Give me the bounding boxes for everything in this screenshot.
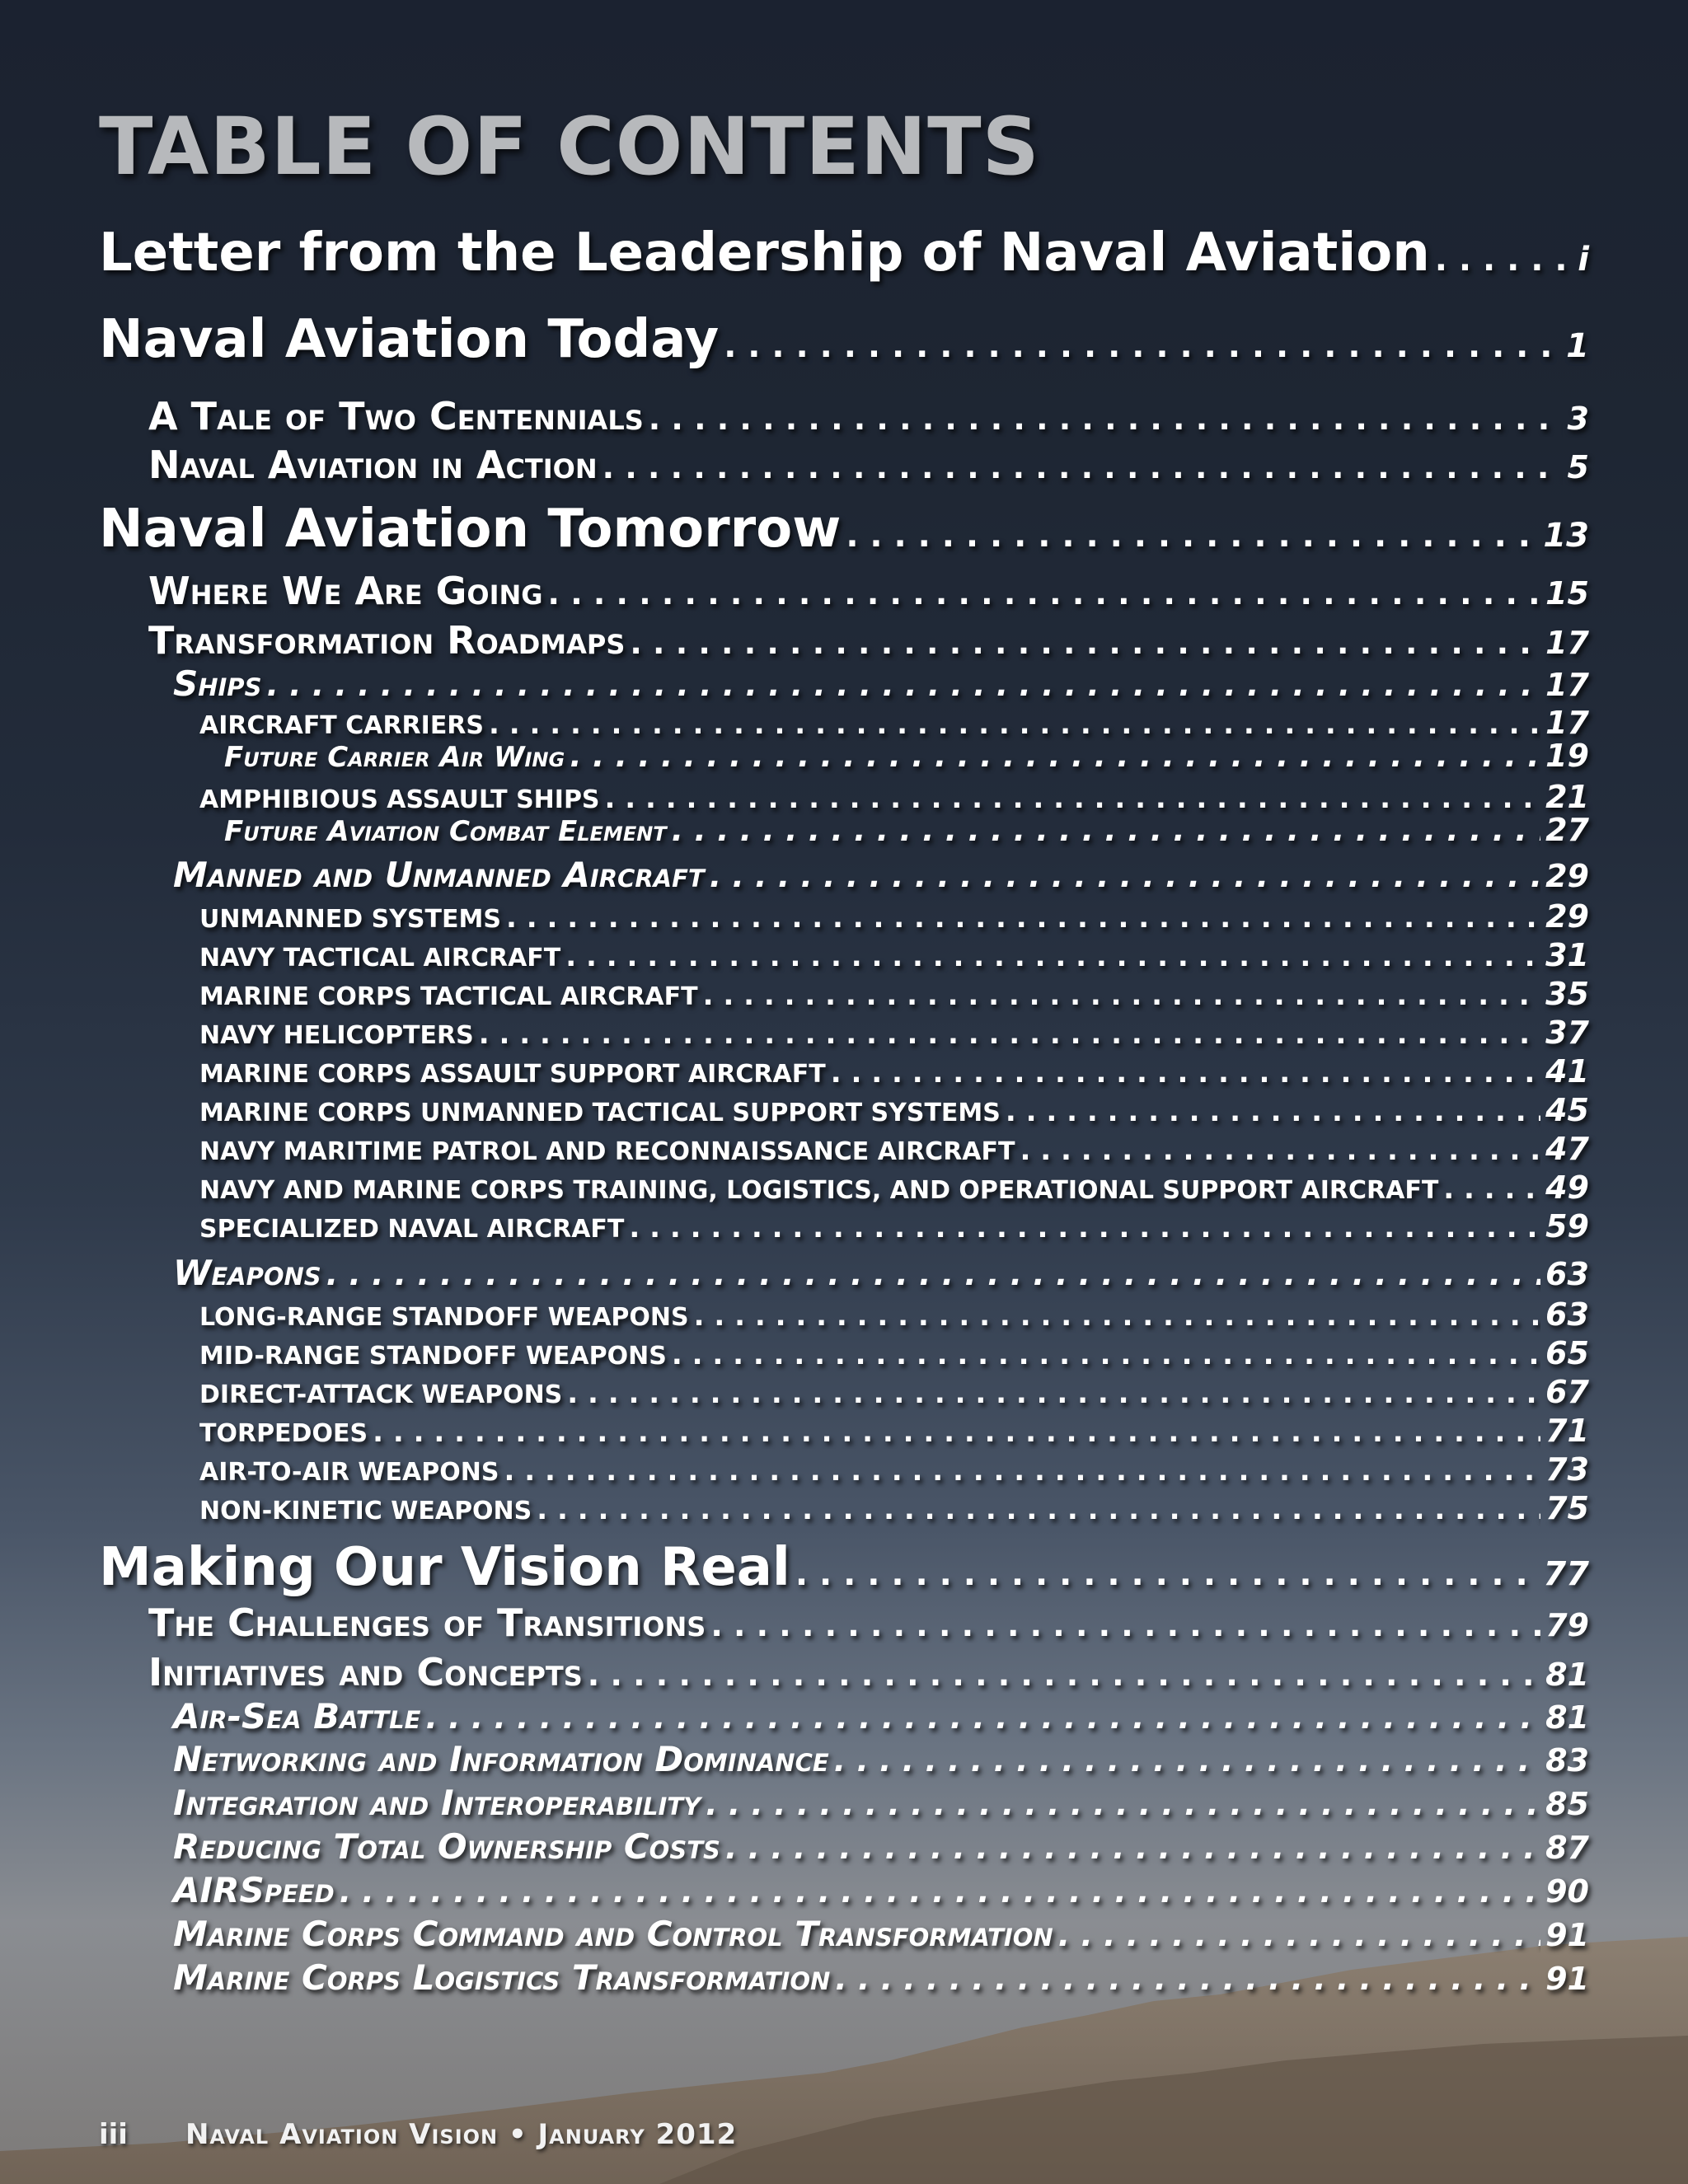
toc-entry[interactable] bbox=[148, 394, 1589, 438]
toc-leader-dots bbox=[1443, 1173, 1540, 1206]
toc-entry[interactable] bbox=[199, 1015, 1589, 1051]
toc-entry-title: NAVY AND MARINE CORPS TRAINING, LOGISTICS, AND OPERATIONAL SUPPORT AIRCRAFT bbox=[199, 1176, 1439, 1205]
toc-leader-dots bbox=[630, 625, 1540, 661]
toc-leader-dots bbox=[649, 401, 1563, 437]
toc-leader-dots bbox=[537, 1493, 1540, 1526]
toc-entry-title: NAVY TACTICAL AIRCRAFT bbox=[199, 944, 561, 972]
toc-entry[interactable] bbox=[199, 937, 1589, 973]
toc-entry-page: 83 bbox=[1545, 1742, 1589, 1779]
toc-entry[interactable] bbox=[199, 1335, 1589, 1371]
page-title: TABLE OF CONTENTS bbox=[99, 101, 1040, 193]
toc-entry-title: Marine Corps Command and Control Transformation bbox=[173, 1914, 1053, 1954]
toc-entry-title: TORPEDOES bbox=[199, 1419, 368, 1448]
toc-entry[interactable] bbox=[173, 1253, 1589, 1293]
toc-entry-title: MARINE CORPS TACTICAL AIRCRAFT bbox=[199, 982, 698, 1011]
toc-entry-page: 17 bbox=[1545, 705, 1589, 741]
toc-leader-dots bbox=[479, 1018, 1540, 1051]
toc-entry-title: Making Our Vision Real bbox=[99, 1537, 790, 1598]
toc-entry[interactable] bbox=[199, 779, 1589, 815]
page-footer bbox=[99, 2118, 737, 2151]
toc-entry[interactable] bbox=[99, 223, 1589, 284]
toc-entry-title: Weapons bbox=[173, 1253, 321, 1293]
toc-entry[interactable] bbox=[148, 443, 1589, 487]
toc-entry-title: Ships bbox=[173, 663, 262, 704]
toc-entry-title: Naval Aviation in Action bbox=[148, 443, 598, 487]
toc-entry-page: 5 bbox=[1567, 449, 1589, 485]
toc-entry-page: 19 bbox=[1545, 738, 1589, 774]
toc-entry-title: Where We Are Going bbox=[148, 569, 543, 613]
toc-entry-title: NAVY HELICOPTERS bbox=[199, 1021, 474, 1050]
toc-leader-dots bbox=[1435, 241, 1573, 279]
toc-entry-title: AIRSpeed bbox=[173, 1870, 335, 1910]
toc-entry[interactable] bbox=[99, 309, 1589, 370]
toc-leader-dots bbox=[489, 708, 1540, 741]
toc-entry-page: 91 bbox=[1545, 1917, 1589, 1953]
toc-entry[interactable] bbox=[199, 705, 1589, 741]
toc-leader-dots bbox=[605, 782, 1541, 815]
toc-entry[interactable] bbox=[173, 1739, 1589, 1779]
toc-entry[interactable] bbox=[224, 812, 1589, 848]
toc-entry-page: 91 bbox=[1545, 1961, 1589, 1997]
toc-leader-dots bbox=[629, 1212, 1540, 1244]
toc-entry-page: 73 bbox=[1545, 1451, 1589, 1488]
toc-entry-title: Networking and Information Dominance bbox=[173, 1739, 829, 1779]
toc-entry-title: A Tale of Two Centennials bbox=[148, 394, 644, 438]
toc-entry-page: 87 bbox=[1545, 1830, 1589, 1866]
toc-entry-page: 31 bbox=[1545, 937, 1589, 973]
footer-page-number: iii bbox=[99, 2118, 128, 2151]
toc-entry[interactable] bbox=[199, 1374, 1589, 1410]
toc-entry-page: 21 bbox=[1545, 779, 1589, 815]
toc-leader-dots bbox=[835, 1961, 1540, 1997]
toc-leader-dots bbox=[846, 517, 1538, 555]
toc-entry[interactable] bbox=[199, 1208, 1589, 1244]
toc-entry[interactable] bbox=[199, 1413, 1589, 1449]
toc-entry-title: The Challenges of Transitions bbox=[148, 1601, 706, 1645]
toc-entry-title: Future Aviation Combat Element bbox=[224, 815, 667, 848]
toc-entry[interactable] bbox=[199, 1451, 1589, 1488]
toc-leader-dots bbox=[506, 902, 1540, 935]
toc-leader-dots bbox=[1058, 1917, 1540, 1953]
toc-entry[interactable] bbox=[99, 1537, 1589, 1598]
toc-entry-title: AIR-TO-AIR WEAPONS bbox=[199, 1458, 499, 1487]
toc-leader-dots bbox=[567, 1377, 1540, 1410]
toc-entry-page: 90 bbox=[1545, 1873, 1589, 1910]
toc-leader-dots bbox=[326, 1256, 1540, 1292]
toc-entry[interactable] bbox=[173, 855, 1589, 895]
toc-leader-dots bbox=[548, 575, 1541, 612]
toc-entry[interactable] bbox=[173, 1957, 1589, 1998]
toc-entry[interactable] bbox=[148, 1650, 1589, 1694]
toc-leader-dots bbox=[710, 1607, 1540, 1643]
toc-entry[interactable] bbox=[173, 1783, 1589, 1823]
toc-entry[interactable] bbox=[173, 1870, 1589, 1910]
toc-leader-dots bbox=[694, 1300, 1540, 1333]
toc-leader-dots bbox=[834, 1742, 1540, 1779]
toc-entry-title: AMPHIBIOUS ASSAULT SHIPS bbox=[199, 785, 600, 814]
toc-entry-title: MID-RANGE STANDOFF WEAPONS bbox=[199, 1342, 667, 1371]
toc-leader-dots bbox=[1006, 1095, 1540, 1128]
toc-entry-page: 37 bbox=[1545, 1015, 1589, 1051]
toc-entry-page: 81 bbox=[1545, 1699, 1589, 1736]
toc-entry-page: 17 bbox=[1545, 625, 1589, 661]
toc-entry-title: Transformation Roadmaps bbox=[148, 618, 626, 663]
toc-entry[interactable] bbox=[99, 499, 1589, 560]
toc-entry-page: 29 bbox=[1545, 858, 1589, 894]
toc-entry-page: 85 bbox=[1545, 1786, 1589, 1822]
toc-entry-title: SPECIALIZED NAVAL AIRCRAFT bbox=[199, 1215, 625, 1244]
toc-entry[interactable] bbox=[173, 1696, 1589, 1736]
toc-entry-page: 81 bbox=[1545, 1657, 1589, 1693]
toc-entry-page: 75 bbox=[1545, 1490, 1589, 1526]
toc-entry[interactable] bbox=[148, 569, 1589, 613]
toc-leader-dots bbox=[570, 738, 1540, 774]
toc-leader-dots bbox=[565, 940, 1540, 973]
toc-entry-page: 41 bbox=[1545, 1053, 1589, 1090]
toc-leader-dots bbox=[672, 812, 1540, 848]
toc-entry-page: 29 bbox=[1545, 898, 1589, 935]
toc-leader-dots bbox=[504, 1455, 1540, 1488]
toc-entry-title: NON-KINETIC WEAPONS bbox=[199, 1497, 532, 1526]
toc-leader-dots bbox=[672, 1338, 1540, 1371]
toc-leader-dots bbox=[706, 1786, 1540, 1822]
toc-leader-dots bbox=[795, 1555, 1538, 1593]
toc-entry-title: MARINE CORPS ASSAULT SUPPORT AIRCRAFT bbox=[199, 1060, 826, 1089]
toc-entry-title: AIRCRAFT CARRIERS bbox=[199, 711, 485, 740]
toc-entry-page: 63 bbox=[1545, 1256, 1589, 1292]
toc-leader-dots bbox=[724, 327, 1561, 365]
toc-entry[interactable] bbox=[173, 1826, 1589, 1867]
toc-entry-page: 45 bbox=[1545, 1092, 1589, 1128]
toc-entry-page: 1 bbox=[1566, 327, 1589, 365]
toc-entry[interactable] bbox=[199, 976, 1589, 1012]
toc-leader-dots bbox=[1020, 1134, 1540, 1167]
toc-entry[interactable] bbox=[148, 1601, 1589, 1645]
toc-entry-page: 65 bbox=[1545, 1335, 1589, 1371]
toc-leader-dots bbox=[725, 1830, 1540, 1866]
toc-leader-dots bbox=[373, 1416, 1540, 1449]
toc-entry-title: Air-Sea Battle bbox=[173, 1696, 421, 1736]
toc-entry-title: LONG-RANGE STANDOFF WEAPONS bbox=[199, 1303, 689, 1332]
toc-entry-page: 47 bbox=[1545, 1131, 1589, 1167]
toc-leader-dots bbox=[340, 1873, 1540, 1910]
toc-entry-title: Naval Aviation Today bbox=[99, 309, 720, 370]
toc-entry[interactable] bbox=[148, 618, 1589, 663]
toc-entry-page: i bbox=[1578, 241, 1589, 279]
toc-entry-page: 63 bbox=[1545, 1296, 1589, 1333]
toc-leader-dots bbox=[710, 858, 1540, 894]
toc-entry[interactable] bbox=[199, 1169, 1589, 1206]
toc-entry-page: 67 bbox=[1545, 1374, 1589, 1410]
toc-entry-page: 13 bbox=[1543, 517, 1589, 555]
toc-entry-title: Naval Aviation Tomorrow bbox=[99, 499, 842, 560]
toc-entry[interactable] bbox=[224, 738, 1589, 774]
toc-leader-dots bbox=[266, 667, 1540, 703]
footer-publication: Naval Aviation Vision • January 2012 bbox=[185, 2118, 738, 2151]
toc-entry-title: Initiatives and Concepts bbox=[148, 1650, 583, 1694]
toc-entry-title: UNMANNED SYSTEMS bbox=[199, 905, 501, 934]
toc-entry[interactable] bbox=[199, 898, 1589, 935]
toc-entry-page: 79 bbox=[1545, 1607, 1589, 1643]
toc-entry-title: NAVY MARITIME PATROL AND RECONNAISSANCE AIRCRAFT bbox=[199, 1137, 1015, 1166]
toc-entry-title: DIRECT-ATTACK WEAPONS bbox=[199, 1380, 563, 1409]
toc-entry[interactable] bbox=[199, 1131, 1589, 1167]
toc-entry-page: 3 bbox=[1567, 401, 1589, 437]
toc-entry-page: 71 bbox=[1545, 1413, 1589, 1449]
toc-entry-title: Integration and Interoperability bbox=[173, 1783, 701, 1823]
toc-entry-title: Manned and Unmanned Aircraft bbox=[173, 855, 705, 895]
toc-entry-title: MARINE CORPS UNMANNED TACTICAL SUPPORT SYSTEMS bbox=[199, 1099, 1001, 1127]
toc-entry-title: Marine Corps Logistics Transformation bbox=[173, 1957, 831, 1998]
toc-entry[interactable] bbox=[199, 1296, 1589, 1333]
toc-leader-dots bbox=[831, 1057, 1540, 1090]
toc-entry[interactable] bbox=[199, 1053, 1589, 1090]
toc-entry-title: Letter from the Leadership of Naval Aviation bbox=[99, 223, 1430, 284]
toc-entry[interactable] bbox=[173, 1914, 1589, 1954]
toc-leader-dots bbox=[588, 1657, 1540, 1693]
toc-entry[interactable] bbox=[199, 1092, 1589, 1128]
toc-entry-page: 49 bbox=[1545, 1169, 1589, 1206]
toc-entry-page: 59 bbox=[1545, 1208, 1589, 1244]
toc-entry-page: 35 bbox=[1545, 976, 1589, 1012]
toc-entry[interactable] bbox=[173, 663, 1589, 704]
toc-entry-page: 27 bbox=[1545, 812, 1589, 848]
toc-leader-dots bbox=[703, 979, 1541, 1012]
toc-entry-title: Reducing Total Ownership Costs bbox=[173, 1826, 720, 1867]
toc-leader-dots bbox=[603, 449, 1563, 485]
toc-leader-dots bbox=[425, 1699, 1540, 1736]
toc-entry-page: 15 bbox=[1545, 575, 1589, 612]
toc-entry[interactable] bbox=[199, 1490, 1589, 1526]
toc-entry-page: 77 bbox=[1543, 1555, 1589, 1593]
toc-entry-title: Future Carrier Air Wing bbox=[224, 741, 565, 774]
toc-entry-page: 17 bbox=[1545, 667, 1589, 703]
